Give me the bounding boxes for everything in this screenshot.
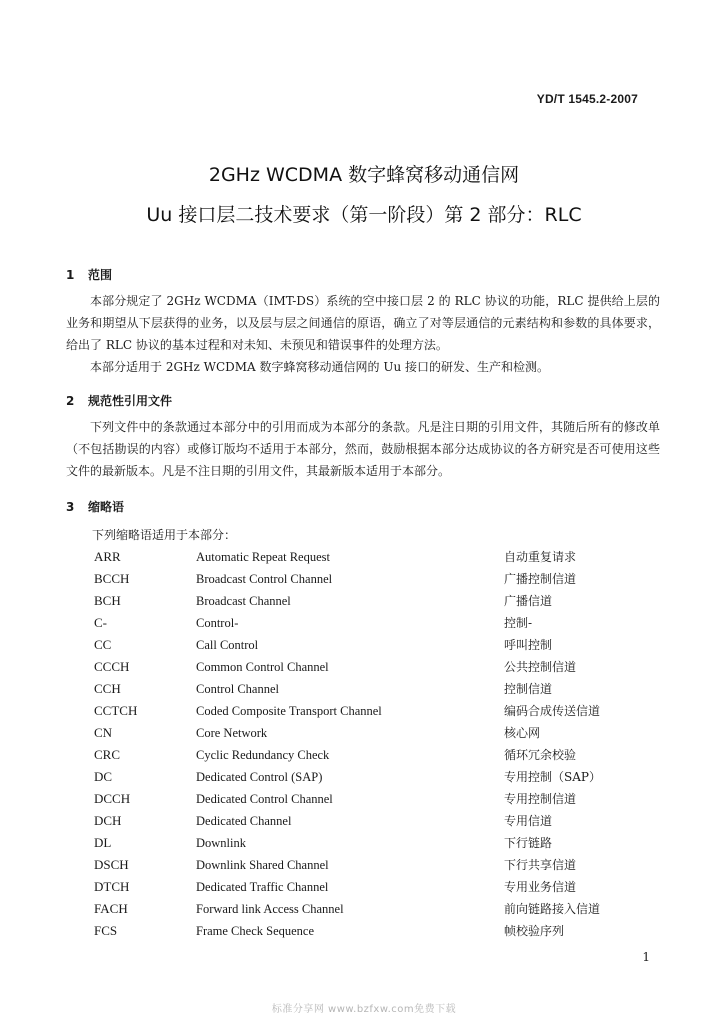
abbreviation-row (0, 920, 728, 942)
abbreviation: CCH (94, 681, 121, 696)
abbreviation-row (0, 568, 728, 590)
section-number: 2 (66, 394, 75, 408)
chinese-term: 帧校验序列 (504, 924, 565, 938)
page-number: 1 (642, 950, 650, 964)
chinese-term: 自动重复请求 (504, 550, 577, 564)
abbreviation: CCTCH (94, 703, 138, 718)
abbreviations-intro: 下列缩略语适用于本部分： (92, 528, 237, 542)
abbreviation: ARR (94, 549, 121, 564)
abbreviation-row (0, 744, 728, 766)
chinese-term: 公共控制信道 (504, 660, 577, 674)
english-term: Automatic Repeat Request (196, 550, 330, 564)
abbreviation: DSCH (94, 857, 129, 872)
english-term: Broadcast Channel (196, 594, 291, 608)
english-term: Control- (196, 616, 239, 630)
english-term: Frame Check Sequence (196, 924, 315, 938)
scope-paragraph-2: 本部分适用于 2GHz WCDMA 数字蜂窝移动通信网的 Uu 接口的研发、生产和检测。 (90, 360, 550, 374)
chinese-term: 编码合成传送信道 (504, 704, 601, 718)
document-title-line-1: 2GHz WCDMA 数字蜂窝移动通信网 (208, 164, 520, 186)
abbreviation: CRC (94, 747, 121, 762)
english-term: Call Control (196, 638, 259, 652)
abbreviation-row (0, 810, 728, 832)
abbreviation: BCCH (94, 571, 130, 586)
english-term: Dedicated Channel (196, 814, 292, 828)
abbreviation: CN (94, 725, 113, 740)
abbreviation-row (0, 590, 728, 612)
english-term: Dedicated Control (SAP) (196, 770, 323, 784)
abbreviation: FCS (94, 923, 118, 938)
chinese-term: 呼叫控制 (504, 638, 553, 652)
chinese-term: 广播信道 (504, 594, 553, 608)
abbreviation-row (0, 656, 728, 678)
document-title-line-2: Uu 接口层二技术要求（第一阶段）第 2 部分：RLC (146, 204, 582, 226)
chinese-term: 专用控制信道 (504, 792, 577, 806)
abbreviation: DC (94, 769, 113, 784)
abbreviation: CC (94, 637, 112, 652)
english-term: Downlink (196, 836, 246, 850)
abbreviation-row (0, 678, 728, 700)
section-title: 规范性引用文件 (88, 394, 173, 408)
section-heading-normative-references (66, 392, 172, 409)
chinese-term: 前向链路接入信道 (504, 902, 601, 916)
chinese-term: 下行共享信道 (504, 858, 577, 872)
english-term: Control Channel (196, 682, 279, 696)
section-title: 范围 (88, 268, 113, 282)
abbreviation-row (0, 722, 728, 744)
abbreviation-row (0, 854, 728, 876)
english-term: Coded Composite Transport Channel (196, 704, 382, 718)
abbreviation: DL (94, 835, 112, 850)
abbreviation: C- (94, 615, 107, 630)
chinese-term: 控制信道 (504, 682, 553, 696)
chinese-term: 循环冗余校验 (504, 748, 577, 762)
english-term: Common Control Channel (196, 660, 329, 674)
abbreviation-row (0, 832, 728, 854)
english-term: Core Network (196, 726, 268, 740)
chinese-term: 专用信道 (504, 814, 553, 828)
chinese-term: 广播控制信道 (504, 572, 577, 586)
normative-references-paragraph: 下列文件中的条款通过本部分中的引用而成为本部分的条款。凡是注日期的引用文件，其随后所有的修改单（不包括勘误的内容）或修订版均不适用于本部分，然而，鼓励根据本部分达成协议的各方研究是否可使用这些文件的最新版本。凡是不注日期的引用文件，其最新版本适用于本部分。 (66, 420, 660, 478)
abbreviation-row (0, 898, 728, 920)
abbreviation-row (0, 700, 728, 722)
chinese-term: 专用业务信道 (504, 880, 577, 894)
english-term: Dedicated Traffic Channel (196, 880, 329, 894)
english-term: Dedicated Control Channel (196, 792, 333, 806)
section-number: 1 (66, 268, 75, 282)
section-heading-scope (66, 266, 112, 283)
chinese-term: 核心网 (504, 726, 541, 740)
abbreviation: FACH (94, 901, 128, 916)
chinese-term: 专用控制（SAP） (504, 770, 601, 784)
abbreviation-row (0, 634, 728, 656)
section-number: 3 (66, 500, 75, 514)
chinese-term: 下行链路 (504, 836, 553, 850)
abbreviation-row (0, 546, 728, 568)
english-term: Cyclic Redundancy Check (196, 748, 330, 762)
abbreviation: DCCH (94, 791, 131, 806)
english-term: Broadcast Control Channel (196, 572, 333, 586)
english-term: Downlink Shared Channel (196, 858, 329, 872)
footer-watermark: 标准分享网 www.bzfxw.com免费下载 (271, 1004, 457, 1015)
abbreviation: DTCH (94, 879, 130, 894)
scope-paragraph-1: 本部分规定了 2GHz WCDMA（IMT-DS）系统的空中接口层 2 的 RLC 协议的功能，RLC 提供给上层的业务和期望从下层获得的业务，以及层与层之间通信的原语，确立了对等层通信的元素结构和参数的具体要求，给出了 RLC 协议的基本过程和对未知、未预见和错误事件的处理方法。 (66, 294, 660, 352)
abbreviation-row (0, 766, 728, 788)
section-heading-abbreviations (66, 498, 124, 515)
standard-code: YD/T 1545.2-2007 (536, 92, 638, 106)
abbreviation: BCH (94, 593, 121, 608)
chinese-term: 控制- (504, 616, 533, 630)
abbreviation-row (0, 876, 728, 898)
abbreviation-row (0, 788, 728, 810)
abbreviation-row (0, 612, 728, 634)
abbreviation: DCH (94, 813, 122, 828)
english-term: Forward link Access Channel (196, 902, 344, 916)
abbreviation: CCCH (94, 659, 130, 674)
section-title: 缩略语 (88, 500, 125, 514)
